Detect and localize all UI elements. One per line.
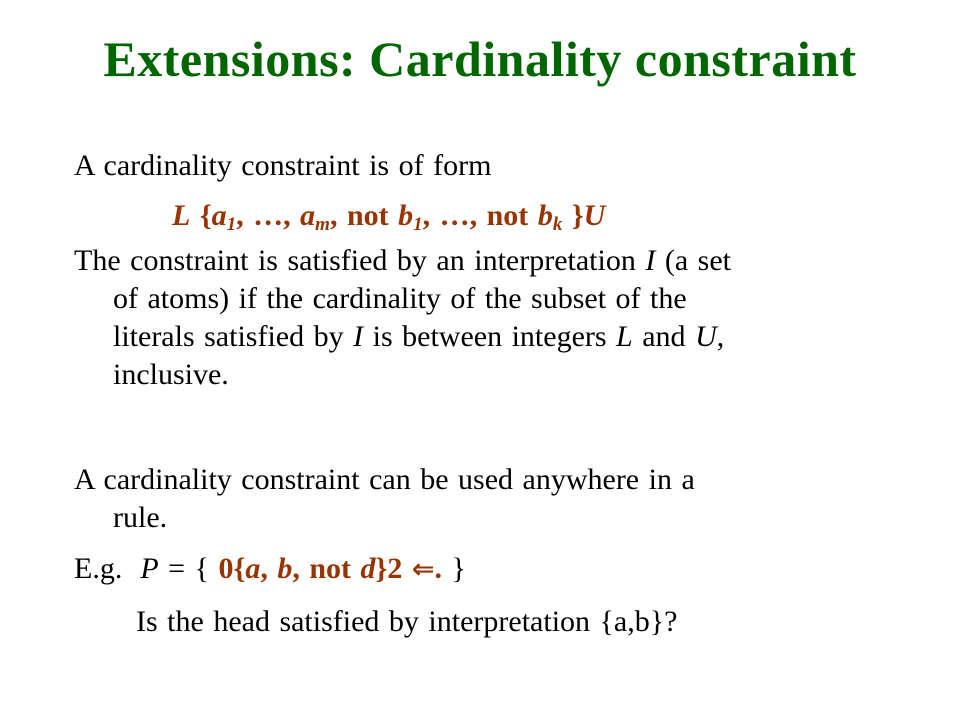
example-line: E.g. P = { 0{a, b, not d}2 ⇐. } — [74, 552, 466, 585]
definition-line-2: of atoms) if the cardinality of the subset of the — [113, 282, 687, 315]
intro-text: A cardinality constraint is of form — [74, 149, 492, 182]
upper-bound: U — [583, 199, 606, 232]
slide-title: Extensions: Cardinality constraint — [103, 31, 857, 87]
question-text: Is the head satisfied by interpretation {a,b}? — [136, 605, 678, 638]
usage-line-1: A cardinality constraint can be used anywhere in a — [74, 463, 695, 496]
definition-line-1: The constraint is satisfied by an interpretation I (a set — [74, 244, 731, 277]
constraint-formula: L {$a_1$, …, $a_m$, not $b_1$, …, not $b_k$ }U — [172, 199, 606, 235]
left-arrow-icon: ⇐ — [411, 554, 435, 585]
usage-line-2: rule. — [113, 501, 168, 534]
lower-bound: L — [172, 199, 191, 232]
definition-line-4: inclusive. — [113, 358, 229, 391]
definition-line-3: literals satisfied by I is between integers L and U, — [113, 320, 725, 353]
